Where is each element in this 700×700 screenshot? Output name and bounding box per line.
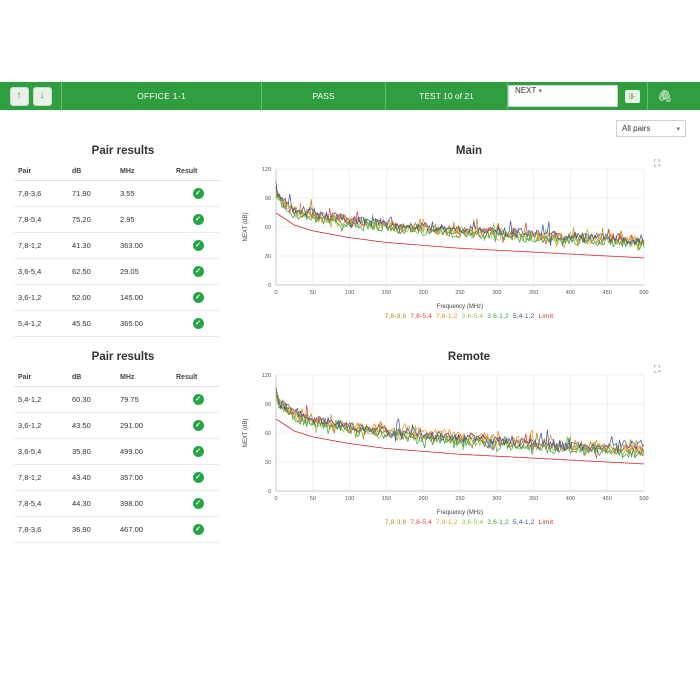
test-select-value: NEXT — [515, 86, 537, 95]
svg-text:0: 0 — [267, 283, 271, 289]
cell-result — [176, 465, 220, 491]
legend-item[interactable]: 7,8-1,2 — [435, 519, 458, 526]
legend-item[interactable]: 7,8-5,4 — [410, 519, 432, 526]
remote-section — [0, 343, 700, 543]
cell-mhz: 2.95 — [120, 207, 176, 233]
cell-result — [176, 233, 220, 259]
legend-item[interactable]: 7,8-3,6 — [384, 519, 407, 526]
svg-text:300: 300 — [492, 290, 502, 296]
svg-text:Frequency (MHz): Frequency (MHz) — [436, 510, 484, 516]
cell-pair: 7,8-5,4 — [14, 491, 72, 517]
cell-result — [176, 413, 220, 439]
svg-text:400: 400 — [565, 290, 575, 296]
cell-pair: 7,8-3,6 — [14, 181, 72, 207]
chart-view-button[interactable] — [618, 82, 648, 110]
cell-pair: 7,8-1,2 — [14, 465, 72, 491]
content-area — [0, 110, 700, 543]
legend-item[interactable]: 5,4-1,2 — [512, 313, 535, 320]
filter-bar — [0, 110, 700, 137]
svg-text:100: 100 — [345, 290, 355, 296]
pass-check-icon: ✓ — [193, 318, 204, 329]
table-row[interactable] — [14, 517, 220, 543]
svg-text:150: 150 — [381, 496, 391, 502]
cell-result — [176, 439, 220, 465]
expand-icon[interactable]: ⛶ — [654, 158, 661, 168]
column-header-db: dB — [72, 371, 120, 387]
legend-item[interactable]: 3,6-1,2 — [487, 519, 509, 526]
cell-mhz: 79.75 — [120, 387, 176, 413]
down-arrow-icon[interactable]: ↓ — [33, 87, 52, 106]
table-row[interactable] — [14, 491, 220, 517]
svg-text:Frequency (MHz): Frequency (MHz) — [436, 304, 484, 310]
cell-db: 36.90 — [72, 517, 120, 543]
table-header-row — [14, 371, 220, 387]
cell-pair: 3,6-5,4 — [14, 439, 72, 465]
svg-text:120: 120 — [261, 373, 271, 379]
table-row[interactable] — [14, 311, 220, 337]
remote-pair-results-table-block — [0, 343, 232, 543]
cell-pair: 7,8-3,6 — [14, 517, 72, 543]
table-row[interactable] — [14, 181, 220, 207]
table-row[interactable] — [14, 465, 220, 491]
svg-text:90: 90 — [264, 402, 271, 408]
svg-text:150: 150 — [381, 290, 391, 296]
chevron-down-icon: ▾ — [538, 88, 542, 95]
table-row[interactable] — [14, 233, 220, 259]
test-select-dropdown[interactable] — [508, 85, 618, 107]
svg-text:200: 200 — [418, 290, 428, 296]
column-header-db: dB — [72, 165, 120, 181]
svg-text:300: 300 — [492, 496, 502, 502]
cell-db: 41.30 — [72, 233, 120, 259]
remote-chart-block — [238, 343, 700, 543]
legend-item[interactable]: Limit — [538, 519, 554, 526]
main-chart-title: Main — [455, 145, 483, 157]
table-header-row — [14, 165, 220, 181]
svg-text:0: 0 — [274, 496, 278, 502]
cell-mhz: 29.05 — [120, 259, 176, 285]
column-header-result: Result — [176, 371, 220, 387]
main-chart-legend — [238, 313, 700, 320]
cell-db: 52.00 — [72, 285, 120, 311]
all-pairs-dropdown[interactable] — [616, 120, 686, 137]
pass-check-icon: ✓ — [193, 292, 204, 303]
svg-text:0: 0 — [267, 489, 271, 495]
svg-text:50: 50 — [309, 496, 316, 502]
cell-mhz: 467.00 — [120, 517, 176, 543]
svg-text:30: 30 — [264, 460, 271, 466]
svg-text:400: 400 — [565, 496, 575, 502]
cell-result — [176, 181, 220, 207]
main-pair-results-table — [14, 165, 220, 337]
legend-item[interactable]: 7,8-3,6 — [384, 313, 407, 320]
cell-db: 75.20 — [72, 207, 120, 233]
cell-pair: 5,4-1,2 — [14, 387, 72, 413]
column-header-mhz: MHz — [120, 371, 176, 387]
toolbar — [0, 82, 700, 110]
pass-check-icon: ✓ — [193, 446, 204, 457]
cell-pair: 7,8-5,4 — [14, 207, 72, 233]
svg-text:350: 350 — [529, 496, 539, 502]
svg-text:450: 450 — [602, 496, 612, 502]
main-chart-block — [238, 137, 700, 337]
legend-item[interactable]: 3,6-1,2 — [487, 313, 509, 320]
cell-mhz: 363.00 — [120, 233, 176, 259]
bar-chart-icon: ⊪ — [625, 90, 640, 103]
cell-mhz: 499.00 — [120, 439, 176, 465]
legend-item[interactable]: Limit — [538, 313, 554, 320]
cell-result — [176, 285, 220, 311]
cell-result — [176, 517, 220, 543]
cell-db: 35.80 — [72, 439, 120, 465]
svg-text:500: 500 — [639, 496, 649, 502]
legend-item[interactable]: 7,8-5,4 — [410, 313, 432, 320]
column-header-pair: Pair — [14, 371, 72, 387]
all-pairs-value: All pairs — [622, 124, 651, 133]
cell-db: 43.40 — [72, 465, 120, 491]
toolbar-nav-arrows — [0, 82, 62, 110]
table-row[interactable] — [14, 413, 220, 439]
pass-check-icon: ✓ — [193, 498, 204, 509]
cell-pair: 3,6-1,2 — [14, 285, 72, 311]
remote-pair-results-table — [14, 371, 220, 543]
pass-check-icon: ✓ — [193, 214, 204, 225]
table-row[interactable] — [14, 285, 220, 311]
remote-next-chart[interactable] — [238, 364, 700, 517]
top-blank-band — [0, 0, 700, 82]
legend-item[interactable]: 7,8-1,2 — [435, 313, 458, 320]
svg-text:50: 50 — [309, 290, 316, 296]
table-row[interactable] — [14, 439, 220, 465]
cell-db: 60.30 — [72, 387, 120, 413]
column-header-result: Result — [176, 165, 220, 181]
column-header-mhz: MHz — [120, 165, 176, 181]
legend-item[interactable]: 3,6-5,4 — [461, 313, 484, 320]
cell-pair: 3,6-1,2 — [14, 413, 72, 439]
svg-text:100: 100 — [345, 496, 355, 502]
column-header-pair: Pair — [14, 165, 72, 181]
legend-item[interactable]: 5,4-1,2 — [512, 519, 535, 526]
chevron-down-icon: ▾ — [676, 125, 680, 133]
svg-text:500: 500 — [639, 290, 649, 296]
cell-db: 43.50 — [72, 413, 120, 439]
svg-text:350: 350 — [529, 290, 539, 296]
cell-result — [176, 387, 220, 413]
table-row[interactable] — [14, 207, 220, 233]
svg-text:60: 60 — [264, 225, 271, 231]
expand-icon[interactable]: ⛶ — [654, 364, 661, 374]
remote-chart-legend — [238, 519, 700, 526]
main-table-title: Pair results — [91, 145, 155, 157]
pass-check-icon: ✓ — [193, 472, 204, 483]
svg-text:200: 200 — [418, 496, 428, 502]
svg-text:NEXT (dB): NEXT (dB) — [243, 418, 249, 448]
pass-check-icon: ✓ — [193, 420, 204, 431]
table-row[interactable] — [14, 387, 220, 413]
table-row[interactable] — [14, 259, 220, 285]
cell-pair: 7,8-1,2 — [14, 233, 72, 259]
svg-text:250: 250 — [455, 496, 465, 502]
svg-text:450: 450 — [602, 290, 612, 296]
cell-mhz: 398.00 — [120, 491, 176, 517]
cell-mhz: 365.00 — [120, 311, 176, 337]
pass-check-icon: ✓ — [193, 240, 204, 251]
pass-check-icon: ✓ — [193, 266, 204, 277]
cell-mhz: 357.00 — [120, 465, 176, 491]
cell-result — [176, 311, 220, 337]
main-pair-results-table-block — [0, 137, 232, 337]
cell-db: 71.90 — [72, 181, 120, 207]
cell-db: 62.50 — [72, 259, 120, 285]
svg-text:30: 30 — [264, 254, 271, 260]
toolbar-location-label[interactable]: OFFICE 1-1 — [62, 82, 262, 110]
svg-text:90: 90 — [264, 196, 271, 202]
pass-check-icon: ✓ — [193, 188, 204, 199]
remote-table-title: Pair results — [91, 351, 155, 363]
attachment-button[interactable] — [648, 82, 682, 110]
cell-mhz: 145.00 — [120, 285, 176, 311]
cell-result — [176, 259, 220, 285]
pass-check-icon: ✓ — [193, 394, 204, 405]
svg-text:120: 120 — [261, 167, 271, 173]
paperclip-icon: 🖇 — [657, 89, 673, 103]
pass-check-icon: ✓ — [193, 524, 204, 535]
toolbar-status-label: PASS — [262, 82, 386, 110]
main-section — [0, 137, 700, 337]
cell-result — [176, 207, 220, 233]
svg-text:250: 250 — [455, 290, 465, 296]
svg-text:NEXT (dB): NEXT (dB) — [243, 212, 249, 242]
up-arrow-icon[interactable]: ↑ — [10, 87, 29, 106]
cell-db: 45.50 — [72, 311, 120, 337]
svg-text:0: 0 — [274, 290, 278, 296]
toolbar-test-counter: TEST 10 of 21 — [386, 82, 508, 110]
cell-result — [176, 491, 220, 517]
cell-mhz: 291.00 — [120, 413, 176, 439]
cell-pair: 3,6-5,4 — [14, 259, 72, 285]
cell-mhz: 3.55 — [120, 181, 176, 207]
svg-text:60: 60 — [264, 431, 271, 437]
cell-pair: 5,4-1,2 — [14, 311, 72, 337]
remote-chart-title: Remote — [447, 351, 491, 363]
cell-db: 44.30 — [72, 491, 120, 517]
legend-item[interactable]: 3,6-5,4 — [461, 519, 484, 526]
main-next-chart[interactable] — [238, 158, 700, 311]
